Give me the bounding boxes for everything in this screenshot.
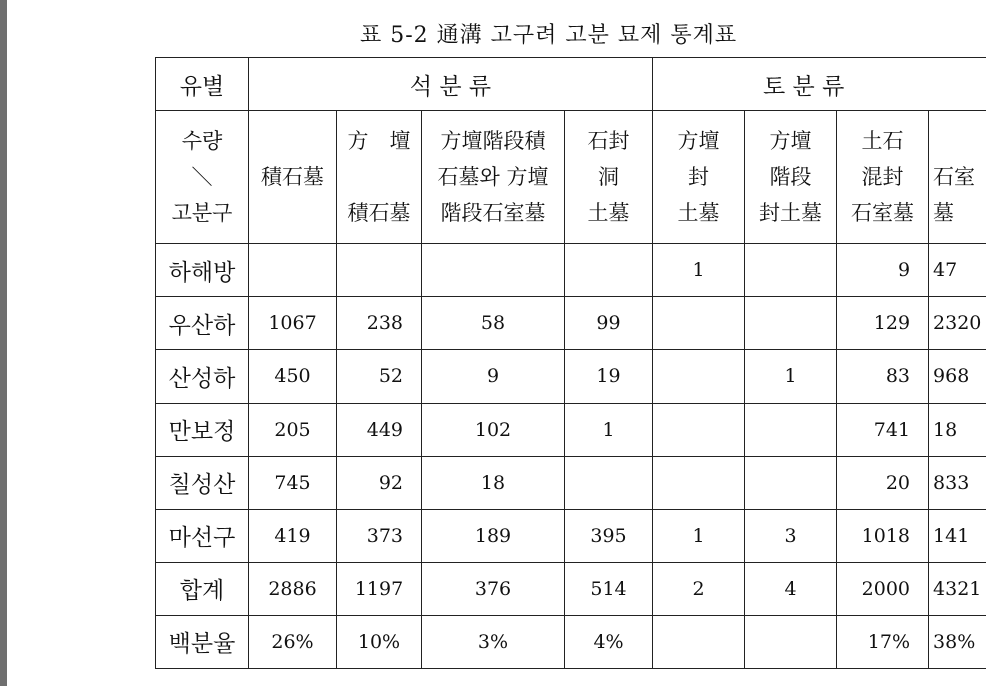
table-cell: 38% (929, 615, 986, 668)
table-cell: 2886 (249, 562, 337, 615)
statistics-table (155, 57, 986, 669)
table-cell: 52 (337, 350, 422, 403)
table-cell: 514 (565, 562, 653, 615)
table-cell: 395 (565, 509, 653, 562)
table-cell: 450 (249, 350, 337, 403)
column-header: 方壇 階段 封土墓 (745, 111, 837, 244)
table-cell: 1 (653, 244, 745, 297)
row-label: 칠성산 (156, 456, 249, 509)
table-cell: 26% (249, 615, 337, 668)
row-label: 합계 (156, 562, 249, 615)
table-cell: 20 (837, 456, 929, 509)
table-cell: 4321 (929, 562, 986, 615)
table-cell (249, 244, 337, 297)
table-cell (653, 297, 745, 350)
table-cell: 1 (745, 350, 837, 403)
row-label: 마선구 (156, 509, 249, 562)
table-title: 표 5-2 通溝 고구려 고분 묘제 통계표 (360, 23, 738, 48)
table-cell: 745 (249, 456, 337, 509)
table-cell: 968 (929, 350, 986, 403)
table-row (156, 297, 986, 350)
table-cell: 18 (929, 403, 986, 456)
table-cell (745, 403, 837, 456)
table-cell (745, 297, 837, 350)
table-cell (745, 615, 837, 668)
table-cell: 129 (837, 297, 929, 350)
row-label: 백분율 (156, 615, 249, 668)
table-cell: 17% (837, 615, 929, 668)
table-cell: 83 (837, 350, 929, 403)
table-cell: 3% (422, 615, 565, 668)
table-cell (653, 350, 745, 403)
table-row (156, 456, 986, 509)
table-cell (653, 615, 745, 668)
table-cell: 2 (653, 562, 745, 615)
page-edge-bar (0, 0, 7, 686)
table-row (156, 562, 986, 615)
earth-group-header: 토 분 류 (653, 58, 986, 111)
table-cell: 189 (422, 509, 565, 562)
table-cell: 47 (929, 244, 986, 297)
table-cell: 1067 (249, 297, 337, 350)
stone-group-header: 석 분 류 (249, 58, 653, 111)
table-cell: 4 (745, 562, 837, 615)
table-cell: 10% (337, 615, 422, 668)
table-cell: 3 (745, 509, 837, 562)
category-header: 유별 (156, 58, 249, 111)
column-header: 方壇階段積 石墓와 方壇 階段石室墓 (422, 111, 565, 244)
table-cell (745, 244, 837, 297)
table-cell: 19 (565, 350, 653, 403)
table-cell: 92 (337, 456, 422, 509)
table-cell (565, 456, 653, 509)
table-cell: 1 (653, 509, 745, 562)
column-header: 石封 洞 土墓 (565, 111, 653, 244)
table-cell: 1 (565, 403, 653, 456)
table-cell: 102 (422, 403, 565, 456)
row-label: 우산하 (156, 297, 249, 350)
table-cell: 2320 (929, 297, 986, 350)
table-cell: 1018 (837, 509, 929, 562)
table-cell: 238 (337, 297, 422, 350)
table-cell (422, 244, 565, 297)
table-cell: 2000 (837, 562, 929, 615)
table-cell: 99 (565, 297, 653, 350)
table-cell: 376 (422, 562, 565, 615)
row-label: 하해방 (156, 244, 249, 297)
column-header: 方 壇 積石墓 (337, 111, 422, 244)
column-header: 方壇 封 土墓 (653, 111, 745, 244)
table-row (156, 509, 986, 562)
table-cell (337, 244, 422, 297)
table-row (156, 615, 986, 668)
column-header: 土石 混封 石室墓 (837, 111, 929, 244)
row-label: 만보정 (156, 403, 249, 456)
table-cell: 18 (422, 456, 565, 509)
table-cell: 741 (837, 403, 929, 456)
table-cell: 373 (337, 509, 422, 562)
column-header: 石室 墓 (929, 111, 986, 244)
table-row (156, 350, 986, 403)
table-cell: 4% (565, 615, 653, 668)
column-header: 積石墓 (249, 111, 337, 244)
table-cell: 141 (929, 509, 986, 562)
table-cell: 419 (249, 509, 337, 562)
table-row (156, 403, 986, 456)
table-cell: 833 (929, 456, 986, 509)
table-cell: 9 (837, 244, 929, 297)
table-cell: 449 (337, 403, 422, 456)
table-cell (745, 456, 837, 509)
table-cell: 58 (422, 297, 565, 350)
table-cell: 1197 (337, 562, 422, 615)
corner-header: 수량 ＼ 고분구 (156, 111, 249, 244)
table-cell (653, 403, 745, 456)
table-cell: 9 (422, 350, 565, 403)
table-cell: 205 (249, 403, 337, 456)
table-cell (565, 244, 653, 297)
table-row (156, 244, 986, 297)
table-cell (653, 456, 745, 509)
row-label: 산성하 (156, 350, 249, 403)
